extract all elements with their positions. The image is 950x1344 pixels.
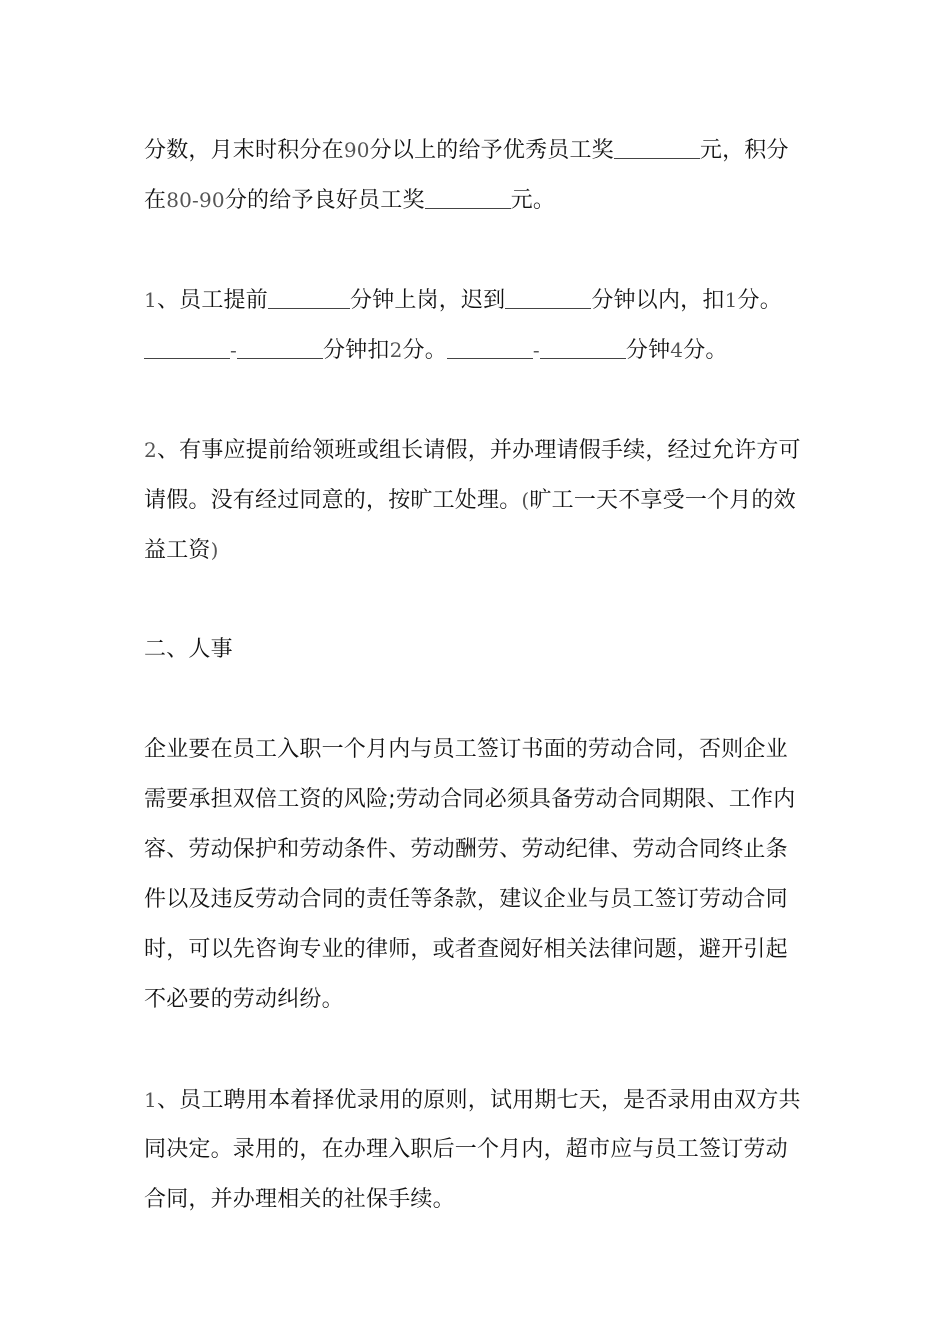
text-segment: 分数，月末时积分在 [144,138,344,163]
number-1: 1 [724,288,738,312]
number-2: 2 [389,338,403,362]
fill-in-blank [447,336,533,359]
item-number: 1 [144,288,157,312]
fill-in-blank [505,286,591,309]
fill-in-blank [144,336,230,359]
text-line [144,125,809,175]
text-line: 同决定。录用的，在办理入职后一个月内，超市应与员工签订劳动 [144,1137,788,1162]
paragraph-labor-contract [144,725,809,1025]
dash: - [532,338,540,362]
text-segment: 在 [144,188,167,213]
text-segment: 元。 [510,188,556,213]
close-paren: ) [210,538,219,562]
section-heading-personnel [144,625,809,675]
text-segment: 请假。没有经过同意的，按旷工处理。 [144,488,522,513]
number-90: 90 [343,138,370,162]
text-segment: 分以上的给予优秀员工奖 [369,138,614,163]
text-line [144,1075,809,1125]
text-line [144,325,809,375]
text-line [144,475,809,525]
paragraph-hiring-rule-1 [144,1075,809,1225]
fill-in-blank [237,336,323,359]
text-line: 不必要的劳动纠纷。 [144,987,344,1012]
item-number: 1 [144,1088,157,1112]
text-segment: 分。 [737,288,782,313]
text-line: 企业要在员工入职一个月内与员工签订书面的劳动合同，否则企业 [144,737,788,762]
text-segment: 旷工一天不享受一个月的效 [529,488,796,513]
fill-in-blank [614,136,700,159]
text-segment: 、员工提前 [156,288,268,313]
text-line: 时，可以先咨询专业的律师，或者查阅好相关法律问题，避开引起 [144,937,788,962]
heading-text: 二、人事 [144,637,233,662]
item-number: 2 [144,438,157,462]
document-page [144,125,809,1275]
text-segment: 分钟以内，扣 [591,288,725,313]
text-segment: 分。 [683,338,728,363]
text-line: 需要承担双倍工资的风险;劳动合同必须具备劳动合同期限、工作内 [144,787,796,812]
text-segment: 分钟 [625,338,671,363]
text-segment: 分。 [402,338,447,363]
text-line [144,425,809,475]
text-line: 容、劳动保护和劳动条件、劳动酬劳、劳动纪律、劳动合同终止条 [144,837,788,862]
open-paren: ( [521,488,530,512]
paragraph-attendance-rule-1 [144,275,809,375]
paragraph-scoring-rewards [144,125,809,225]
fill-in-blank [540,336,626,359]
text-segment: 益工资 [144,538,211,563]
text-line [144,525,809,575]
dash: - [230,338,237,362]
text-segment: 分钟上岗，迟到 [349,288,506,313]
text-segment: 分的给予良好员工奖 [224,188,425,213]
text-segment: 、员工聘用本着择优录用的原则，试用期七天，是否录用由双方共 [156,1088,801,1113]
text-segment: 、有事应提前给领班或组长请假，并办理请假手续，经过允许方可 [156,438,801,463]
text-line [144,175,809,225]
text-line [144,275,809,325]
paragraph-leave-rule-2 [144,425,809,575]
text-segment: 元，积分 [699,138,789,163]
number-range-80-90: 80-90 [166,188,225,212]
number-4: 4 [670,338,684,362]
text-line: 件以及违反劳动合同的责任等条款，建议企业与员工签订劳动合同 [144,887,788,912]
text-line: 合同，并办理相关的社保手续。 [144,1187,455,1212]
fill-in-blank [425,186,511,209]
text-segment: 分钟扣 [322,338,390,363]
fill-in-blank [268,286,350,309]
